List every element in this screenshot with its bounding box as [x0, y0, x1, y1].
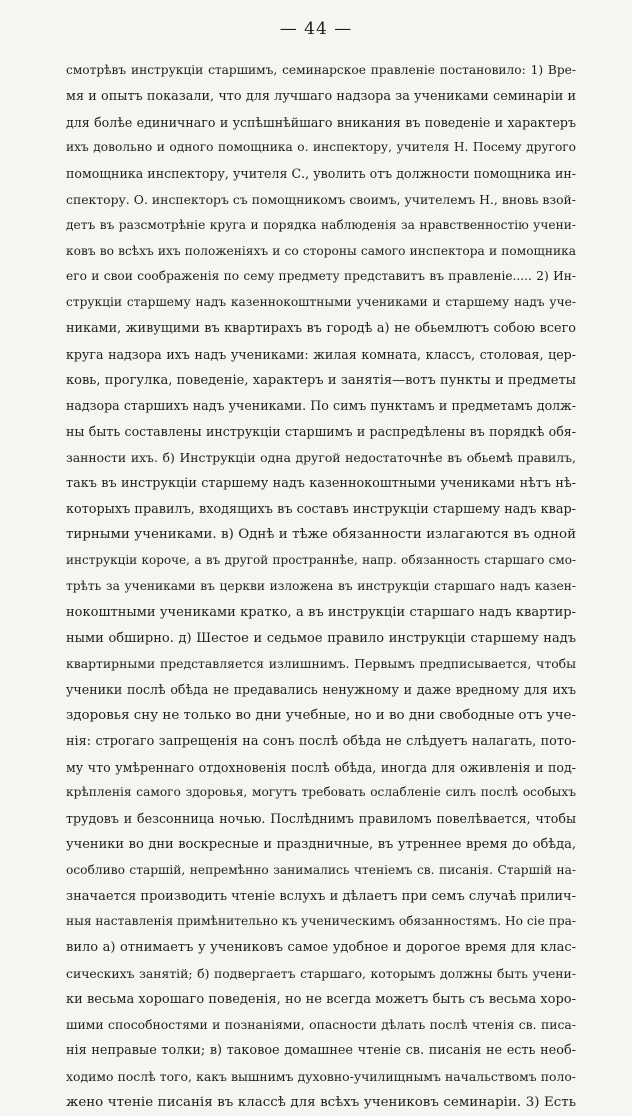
text-line: ходимо послѣ того, какъ вышнимъ духовно-училищнымъ начальствомъ поло-	[66, 1069, 576, 1085]
text-line: надзора старшихъ надъ учениками. По симъ пунктамъ и предметамъ долж-	[66, 398, 576, 414]
text-line: занности ихъ. б) Инструкціи одна другой недостаточнѣе въ обьемѣ правилъ,	[66, 449, 576, 465]
text-line: трудовъ и безсонница ночью. Послѣднимъ правиломъ повелѣвается, чтобы	[66, 811, 576, 827]
text-line: нокоштными учениками кратко, а въ инструкціи старшаго надъ квартир-	[66, 604, 576, 620]
text-line: которыхъ правилъ, входящихъ въ составъ инструкціи старшему надъ квар-	[66, 501, 576, 517]
text-line: ными обширно. д) Шестое и седьмое правило инструкціи старшему надъ	[66, 630, 576, 646]
text-line: ученики во дни воскресные и праздничные, въ утреннее время до обѣда,	[66, 836, 576, 852]
text-line: спектору. О. инспекторъ съ помощникомъ своимъ, учителемъ Н., вновь взой-	[66, 191, 576, 207]
text-line: жено чтеніе писанія въ классѣ для всѣхъ учениковъ семинаріи. 3) Есть	[66, 1094, 576, 1110]
text-line: крѣпленія самого здоровья, могутъ требовать ослабленіе силъ послѣ особыхъ	[66, 785, 576, 800]
text-line: нія: строгаго запрещенія на сонъ послѣ обѣда не слѣдуетъ налагать, пото-	[66, 733, 576, 749]
text-line: вило а) отнимаетъ у учениковъ самое удобное и дорогое время для клас-	[66, 940, 576, 956]
text-line: ученики послѣ обѣда не предавались ненужному и даже вредному для ихъ	[66, 682, 576, 698]
text-line: му что умѣреннаго отдохновенія послѣ обѣда, иногда для оживленія и под-	[66, 759, 576, 775]
body-text	[66, 58, 576, 1116]
text-line: ны быть составлены инструкціи старшимъ и распредѣлены въ порядкѣ обя-	[66, 424, 576, 440]
text-line: струкціи старшему надъ казеннокоштными учениками и старшему надъ уче-	[66, 295, 576, 310]
text-line: ковь, прогулка, поведеніе, характеръ и занятія—вотъ пункты и предметы	[66, 372, 576, 388]
text-line: такъ въ инструкціи старшему надъ казеннокоштными учениками нѣтъ нѣ-	[66, 475, 576, 491]
text-line: квартирными представляется излишнимъ. Первымъ предписывается, чтобы	[66, 656, 576, 672]
text-line: никами, живущими въ квартирахъ въ городѣ а) не обьемлютъ собою всего	[66, 320, 576, 336]
text-line: для болѣе единичнаго и успѣшнѣйшаго вникания въ поведеніе и характеръ	[66, 114, 576, 130]
text-line: шими способностями и познаніями, опасности дѣлать послѣ чтенія св. писа-	[66, 1017, 576, 1033]
text-line: ковъ во всѣхъ ихъ положеніяхъ и со стороны самого инспектора и помощника	[66, 243, 576, 258]
text-line: тирными учениками. в) Однѣ и тѣже обязанности излагаются въ одной	[66, 527, 576, 543]
text-line: инструкціи короче, а въ другой пространнѣе, напр. обязанность старшаго смо-	[66, 553, 576, 568]
text-line: детъ въ разсмотрѣніе круга и порядка наблюденія за нравственностію учени-	[66, 217, 576, 232]
text-line: значается производить чтеніе вслухъ и дѣлаетъ при семъ случаѣ прилич-	[66, 888, 576, 904]
text-line: трѣть за учениками въ церкви изложена въ инструкціи старшаго надъ казен-	[66, 578, 576, 593]
text-line: ки весьма хорошаго поведенія, но не всегда можетъ быть съ весьма хоро-	[66, 991, 576, 1007]
page-number: — 44 —	[279, 19, 353, 39]
text-line: особливо старшій, непремѣнно занимались чтеніемъ св. писанія. Старшій на-	[66, 862, 576, 877]
text-line: нія неправые толки; в) таковое домашнее чтеніе св. писанія не есть необ-	[66, 1043, 576, 1059]
text-line: мя и опытъ показали, что для лучшаго надзора за учениками семинаріи и	[66, 88, 576, 104]
text-line: ихъ довольно и одного помощника о. инспектору, учителя Н. Посему другого	[66, 140, 576, 155]
text-line: круга надзора ихъ надъ учениками: жилая комната, классъ, столовая, цер-	[66, 346, 576, 362]
text-line: смотрѣвъ инструкціи старшимъ, семинарское правленіе постановило: 1) Вре-	[66, 63, 576, 77]
text-line: его и свои соображенія по сему предмету представитъ въ правленіе..... 2) Ин-	[66, 269, 576, 284]
text-line: здоровья сну не только во дни учебные, но и во дни свободные отъ уче-	[66, 707, 576, 723]
text-line: помощника инспектору, учителя С., уволить отъ должности помощника ин-	[66, 166, 576, 182]
text-line: сическихъ занятій; б) подвергаетъ старшаго, которымъ должны быть учени-	[66, 965, 576, 981]
text-line: ныя наставленія примѣнительно къ ученическимъ обязанностямъ. Но сіе пра-	[66, 914, 576, 929]
